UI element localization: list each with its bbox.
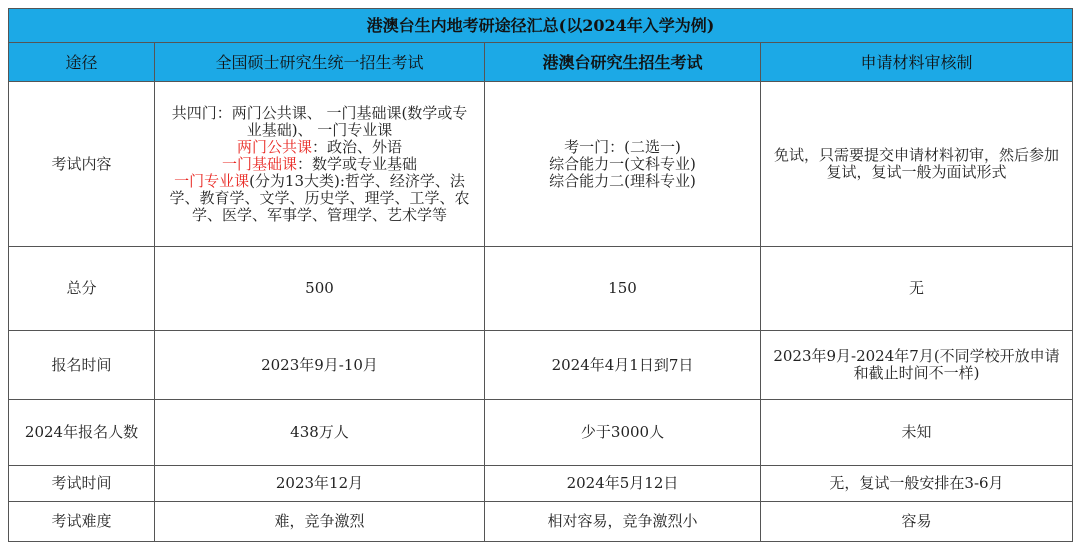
header-route: 途径 [9,43,155,82]
table-row-difficulty [9,502,1073,542]
national-line1: 共四门：两门公共课、 一门基础课(数学或专业基础)、 一门专业课 [171,103,468,139]
row-label-applicants: 2024年报名人数 [9,400,155,466]
public-course-text: ：政治、外语 [312,137,403,156]
major-course-text: (分为13大类):哲学、经济学、法学、教育学、文学、历史学、理学、工学、农学、医学、军事学、管理学、艺术学等 [169,171,470,224]
cell-difficulty-hmt: 相对容易，竞争激烈小 [485,502,761,542]
cell-total-national: 500 [155,247,485,331]
cell-content-hmt [485,82,761,247]
table-row-applicants [9,400,1073,466]
cell-total-hmt: 150 [485,247,761,331]
national-basic [165,156,474,173]
table-row-content [9,82,1073,247]
cell-difficulty-national: 难，竞争激烈 [155,502,485,542]
cell-register-apply: 2023年9月-2024年7月(不同学校开放申请和截止时间不一样) [761,331,1073,400]
cell-register-national: 2023年9月-10月 [155,331,485,400]
table-row-register-time [9,331,1073,400]
cell-exam-time-hmt: 2024年5月12日 [485,466,761,502]
national-major [165,173,474,224]
cell-exam-time-apply: 无，复试一般安排在3-6月 [761,466,1073,502]
cell-applicants-hmt: 少于3000人 [485,400,761,466]
cell-difficulty-apply: 容易 [761,502,1073,542]
comparison-table [8,8,1073,542]
header-hmt-exam: 港澳台研究生招生考试 [485,43,761,82]
major-course-label: 一门专业课 [174,171,250,190]
title-row [9,9,1073,43]
cell-register-hmt: 2024年4月1日到7日 [485,331,761,400]
hmt-line2: 综合能力一(文科专业) [549,154,696,173]
hmt-line1: 考一门：(二选一) [564,137,681,156]
table-title: 港澳台生内地考研途径汇总(以2024年入学为例) [9,9,1073,43]
cell-applicants-national: 438万人 [155,400,485,466]
table-row-exam-time [9,466,1073,502]
row-label-register-time: 报名时间 [9,331,155,400]
header-national-exam: 全国硕士研究生统一招生考试 [155,43,485,82]
basic-course-label: 一门基础课 [221,154,297,173]
header-row [9,43,1073,82]
cell-exam-time-national: 2023年12月 [155,466,485,502]
row-label-content: 考试内容 [9,82,155,247]
public-course-label: 两门公共课 [236,137,312,156]
basic-course-text: ：数学或专业基础 [297,154,418,173]
row-label-difficulty: 考试难度 [9,502,155,542]
row-label-exam-time: 考试时间 [9,466,155,502]
hmt-line3: 综合能力二(理科专业) [549,171,696,190]
cell-content-apply: 免试，只需要提交申请材料初审，然后参加复试，复试一般为面试形式 [761,82,1073,247]
cell-total-apply: 无 [761,247,1073,331]
comparison-table-wrapper [8,8,1073,542]
row-label-total: 总分 [9,247,155,331]
cell-applicants-apply: 未知 [761,400,1073,466]
table-row-total [9,247,1073,331]
national-public [165,139,474,156]
cell-content-national [155,82,485,247]
header-apply: 申请材料审核制 [761,43,1073,82]
